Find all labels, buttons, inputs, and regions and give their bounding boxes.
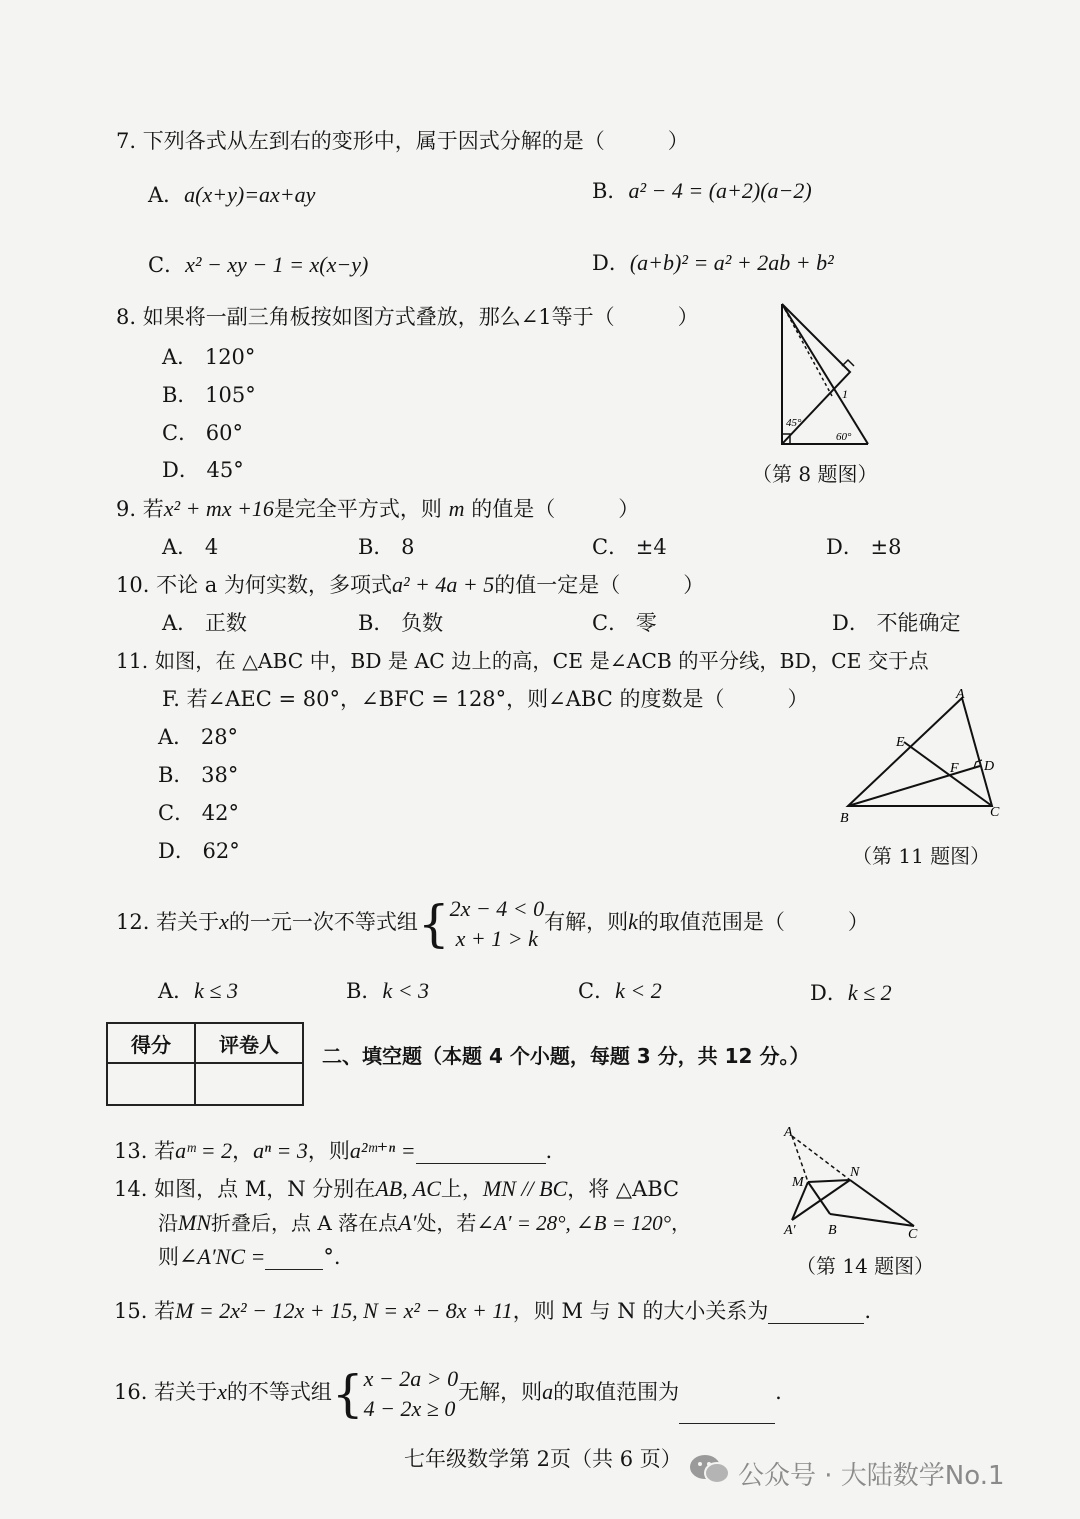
q9-option-c: C． ±4 xyxy=(592,535,667,559)
grader-cell[interactable] xyxy=(195,1063,303,1105)
fold-edge-an xyxy=(792,1136,850,1180)
q14-line2 xyxy=(158,1210,691,1236)
stem-var: a xyxy=(542,1379,554,1404)
stem-expr: M = 2x² − 12x + 15, N = x² − 8x + 11 xyxy=(175,1298,513,1323)
q8-stem: 8. 如果将一副三角板按如图方式叠放，那么∠1等于（ ） xyxy=(116,305,699,329)
stem-text: 13. 若 xyxy=(114,1139,176,1163)
option-label: D． xyxy=(592,251,630,275)
bisector-ce xyxy=(904,742,995,806)
stem-text: . xyxy=(775,1380,782,1404)
side-mb xyxy=(808,1182,830,1214)
stem-text: ，则 M 与 N 的大小关系为 xyxy=(512,1299,769,1323)
page-footer: 七年级数学第 2页（共 6 页） xyxy=(404,1447,682,1471)
stem-expr: x² + mx +16 xyxy=(163,496,274,521)
q8-figure-caption: （第 8 题图） xyxy=(752,462,878,486)
stem-text: 的一元一次不等式组 xyxy=(228,910,418,934)
q11-option-a: A． 28° xyxy=(158,725,239,749)
stem-expr: MN // BC xyxy=(482,1176,568,1201)
stem-text: °. xyxy=(323,1245,341,1269)
angle-1-label: 1 xyxy=(842,387,848,401)
score-table xyxy=(106,1022,304,1106)
grader-header: 评卷人 xyxy=(195,1023,303,1063)
option-label: C． xyxy=(148,253,186,277)
q11-option-d: D． 62° xyxy=(158,839,240,863)
stem-text: 的取值范围为 xyxy=(553,1380,680,1404)
right-angle-mark xyxy=(842,360,854,366)
score-header: 得分 xyxy=(107,1023,195,1063)
q12-option-c xyxy=(578,978,662,1004)
q9-stem xyxy=(116,496,639,522)
q8-option-d: D． 45° xyxy=(162,458,244,482)
q10-option-c: C． 零 xyxy=(592,611,657,635)
stem-var: x xyxy=(219,909,229,934)
label-a: A xyxy=(956,687,965,702)
segment-mn xyxy=(808,1180,850,1182)
label-c: C xyxy=(908,1227,918,1240)
stem-text: 是完全平方式，则 xyxy=(273,497,442,521)
stem-expr: ∠A′ = 28°, ∠B = 120° xyxy=(476,1211,672,1235)
q8-figure xyxy=(770,296,880,452)
score-cell[interactable] xyxy=(107,1063,195,1105)
stem-expr: MN xyxy=(178,1210,211,1235)
q7-option-b xyxy=(592,178,812,204)
option-label: D． xyxy=(810,981,848,1005)
answer-blank[interactable] xyxy=(679,1383,775,1424)
stem-text: 15. 若 xyxy=(114,1299,176,1323)
stem-text: 14. 如图，点 M，N 分别在 xyxy=(114,1177,376,1201)
q16-stem xyxy=(114,1362,782,1424)
stem-text: 上， xyxy=(440,1177,483,1201)
stem-text: 16. 若关于 xyxy=(114,1380,218,1404)
q7-option-c xyxy=(148,252,368,278)
q10-option-a: A． 正数 xyxy=(162,611,247,635)
q15-stem xyxy=(114,1298,871,1324)
option-expr: k ≤ 3 xyxy=(194,978,239,1003)
q10-stem xyxy=(116,572,704,598)
q8-option-b: B． 105° xyxy=(162,383,256,407)
stem-text: 的取值范围是（ ） xyxy=(637,910,869,934)
q10-option-d: D． 不能确定 xyxy=(832,611,961,635)
label-b: B xyxy=(828,1223,837,1238)
q12-option-a xyxy=(158,978,238,1004)
wechat-icon xyxy=(688,1452,732,1486)
stem-text: 9. 若 xyxy=(116,497,164,521)
inequality-system xyxy=(450,894,544,954)
q11-figure-caption: （第 11 题图） xyxy=(852,844,991,868)
stem-text: . xyxy=(864,1299,872,1323)
brace-icon: { xyxy=(331,1364,364,1423)
stem-text: 的不等式组 xyxy=(226,1380,332,1404)
q14-figure-caption: （第 14 题图） xyxy=(796,1254,935,1278)
q14-figure xyxy=(778,1122,930,1240)
stem-expr: a² + 4a + 5 xyxy=(391,572,495,597)
stem-expr: aⁿ = 3 xyxy=(253,1138,308,1163)
q9-option-a: A． 4 xyxy=(162,535,219,559)
q11-figure xyxy=(834,684,1010,828)
stem-text: ， xyxy=(671,1211,692,1235)
q9-option-b: B． 8 xyxy=(358,535,415,559)
q7-option-d xyxy=(592,250,834,276)
stem-expr: ∠A′NC = xyxy=(179,1244,266,1269)
stem-var: m xyxy=(448,496,465,521)
stem-text: 无解，则 xyxy=(458,1380,543,1404)
q12-option-d xyxy=(810,980,892,1006)
label-d: D xyxy=(984,759,995,774)
label-n: N xyxy=(850,1165,860,1180)
inequality-1: 2x − 4 < 0 xyxy=(449,895,545,921)
label-a-prime: A′ xyxy=(784,1223,796,1238)
q14-line1 xyxy=(114,1176,679,1202)
stem-text: . xyxy=(545,1139,553,1163)
option-label: A． xyxy=(148,183,185,207)
angle-45-label: 45° xyxy=(786,417,802,429)
q11-option-b: B． 38° xyxy=(158,763,239,787)
stem-text: 沿 xyxy=(158,1211,178,1235)
label-f: F xyxy=(950,761,959,776)
inequality-1: x − 2a > 0 xyxy=(363,1365,459,1391)
q13-stem xyxy=(114,1138,552,1164)
brace-icon: { xyxy=(417,894,450,953)
option-expr: k < 3 xyxy=(382,978,430,1003)
option-expr: (a+b)² = a² + 2ab + b² xyxy=(629,250,834,275)
option-label: A． xyxy=(158,979,195,1003)
stem-var: x xyxy=(217,1379,227,1404)
option-expr: x² − xy − 1 = x(x−y) xyxy=(185,252,369,277)
answer-blank[interactable] xyxy=(768,1301,864,1324)
angle-60-label: 60° xyxy=(836,431,852,443)
q7-option-a xyxy=(148,182,315,208)
watermark-text: 公众号 · 大陆数学No.1 xyxy=(738,1461,1005,1491)
stem-var: k xyxy=(628,909,638,934)
q12-option-b xyxy=(346,978,429,1004)
stem-expr: a²ᵐ⁺ⁿ = xyxy=(349,1138,416,1163)
stem-text: 10. 不论 a 为何实数，多项式 xyxy=(116,573,392,597)
stem-expr: aᵐ = 2 xyxy=(175,1138,233,1163)
stem-text: 的值是（ ） xyxy=(471,497,640,521)
q8-option-c: C． 60° xyxy=(162,421,243,445)
label-c: C xyxy=(990,805,1000,820)
option-expr: k ≤ 2 xyxy=(847,980,892,1005)
stem-text: 则 xyxy=(158,1245,179,1269)
stem-text: 处，若 xyxy=(416,1211,477,1235)
option-label: C． xyxy=(578,979,616,1003)
stem-text: ， xyxy=(232,1139,254,1163)
q7-stem: 7. 下列各式从左到右的变形中，属于因式分解的是（ ） xyxy=(116,129,689,153)
q8-option-a: A． 120° xyxy=(162,345,256,369)
inequality-2: x + 1 > k xyxy=(455,925,538,951)
stem-expr: A′ xyxy=(398,1210,417,1235)
option-expr: a(x+y)=ax+ay xyxy=(184,182,316,207)
stem-expr: AB, AC xyxy=(375,1176,441,1201)
answer-blank[interactable] xyxy=(416,1141,546,1164)
option-label: B． xyxy=(346,979,383,1003)
inequality-2: 4 − 2x ≥ 0 xyxy=(363,1395,456,1421)
answer-blank[interactable] xyxy=(265,1247,323,1270)
label-m: M xyxy=(792,1175,804,1190)
label-a: A xyxy=(784,1125,793,1140)
stem-text: ，将 △ABC xyxy=(567,1177,680,1201)
q12-stem xyxy=(116,892,869,954)
q9-option-d: D． ±8 xyxy=(826,535,902,559)
option-expr: k < 2 xyxy=(615,978,662,1003)
q14-line3 xyxy=(158,1244,341,1270)
label-b: B xyxy=(840,811,849,826)
inequality-system xyxy=(364,1364,458,1424)
q11-stem-line2: F. 若∠AEC = 80°，∠BFC = 128°，则∠ABC 的度数是（ ） xyxy=(162,687,809,711)
q11-option-c: C． 42° xyxy=(158,801,239,825)
option-expr: a² − 4 = (a+2)(a−2) xyxy=(628,178,812,203)
q11-stem-line1: 11. 如图，在 △ABC 中，BD 是 AC 边上的高，CE 是∠ACB 的平分线，BD，CE 交于点 xyxy=(116,649,929,673)
stem-text: 折叠后，点 A 落在点 xyxy=(211,1211,399,1235)
option-label: B． xyxy=(592,179,629,203)
q10-option-b: B． 负数 xyxy=(358,611,444,635)
stem-text: 有解，则 xyxy=(544,910,629,934)
section-2-heading: 二、填空题（本题 4 个小题，每题 3 分，共 12 分。） xyxy=(322,1044,810,1068)
stem-text: 的值一定是（ ） xyxy=(494,573,705,597)
stem-text: 12. 若关于 xyxy=(116,910,220,934)
stem-text: ，则 xyxy=(307,1139,350,1163)
label-e: E xyxy=(896,735,905,750)
